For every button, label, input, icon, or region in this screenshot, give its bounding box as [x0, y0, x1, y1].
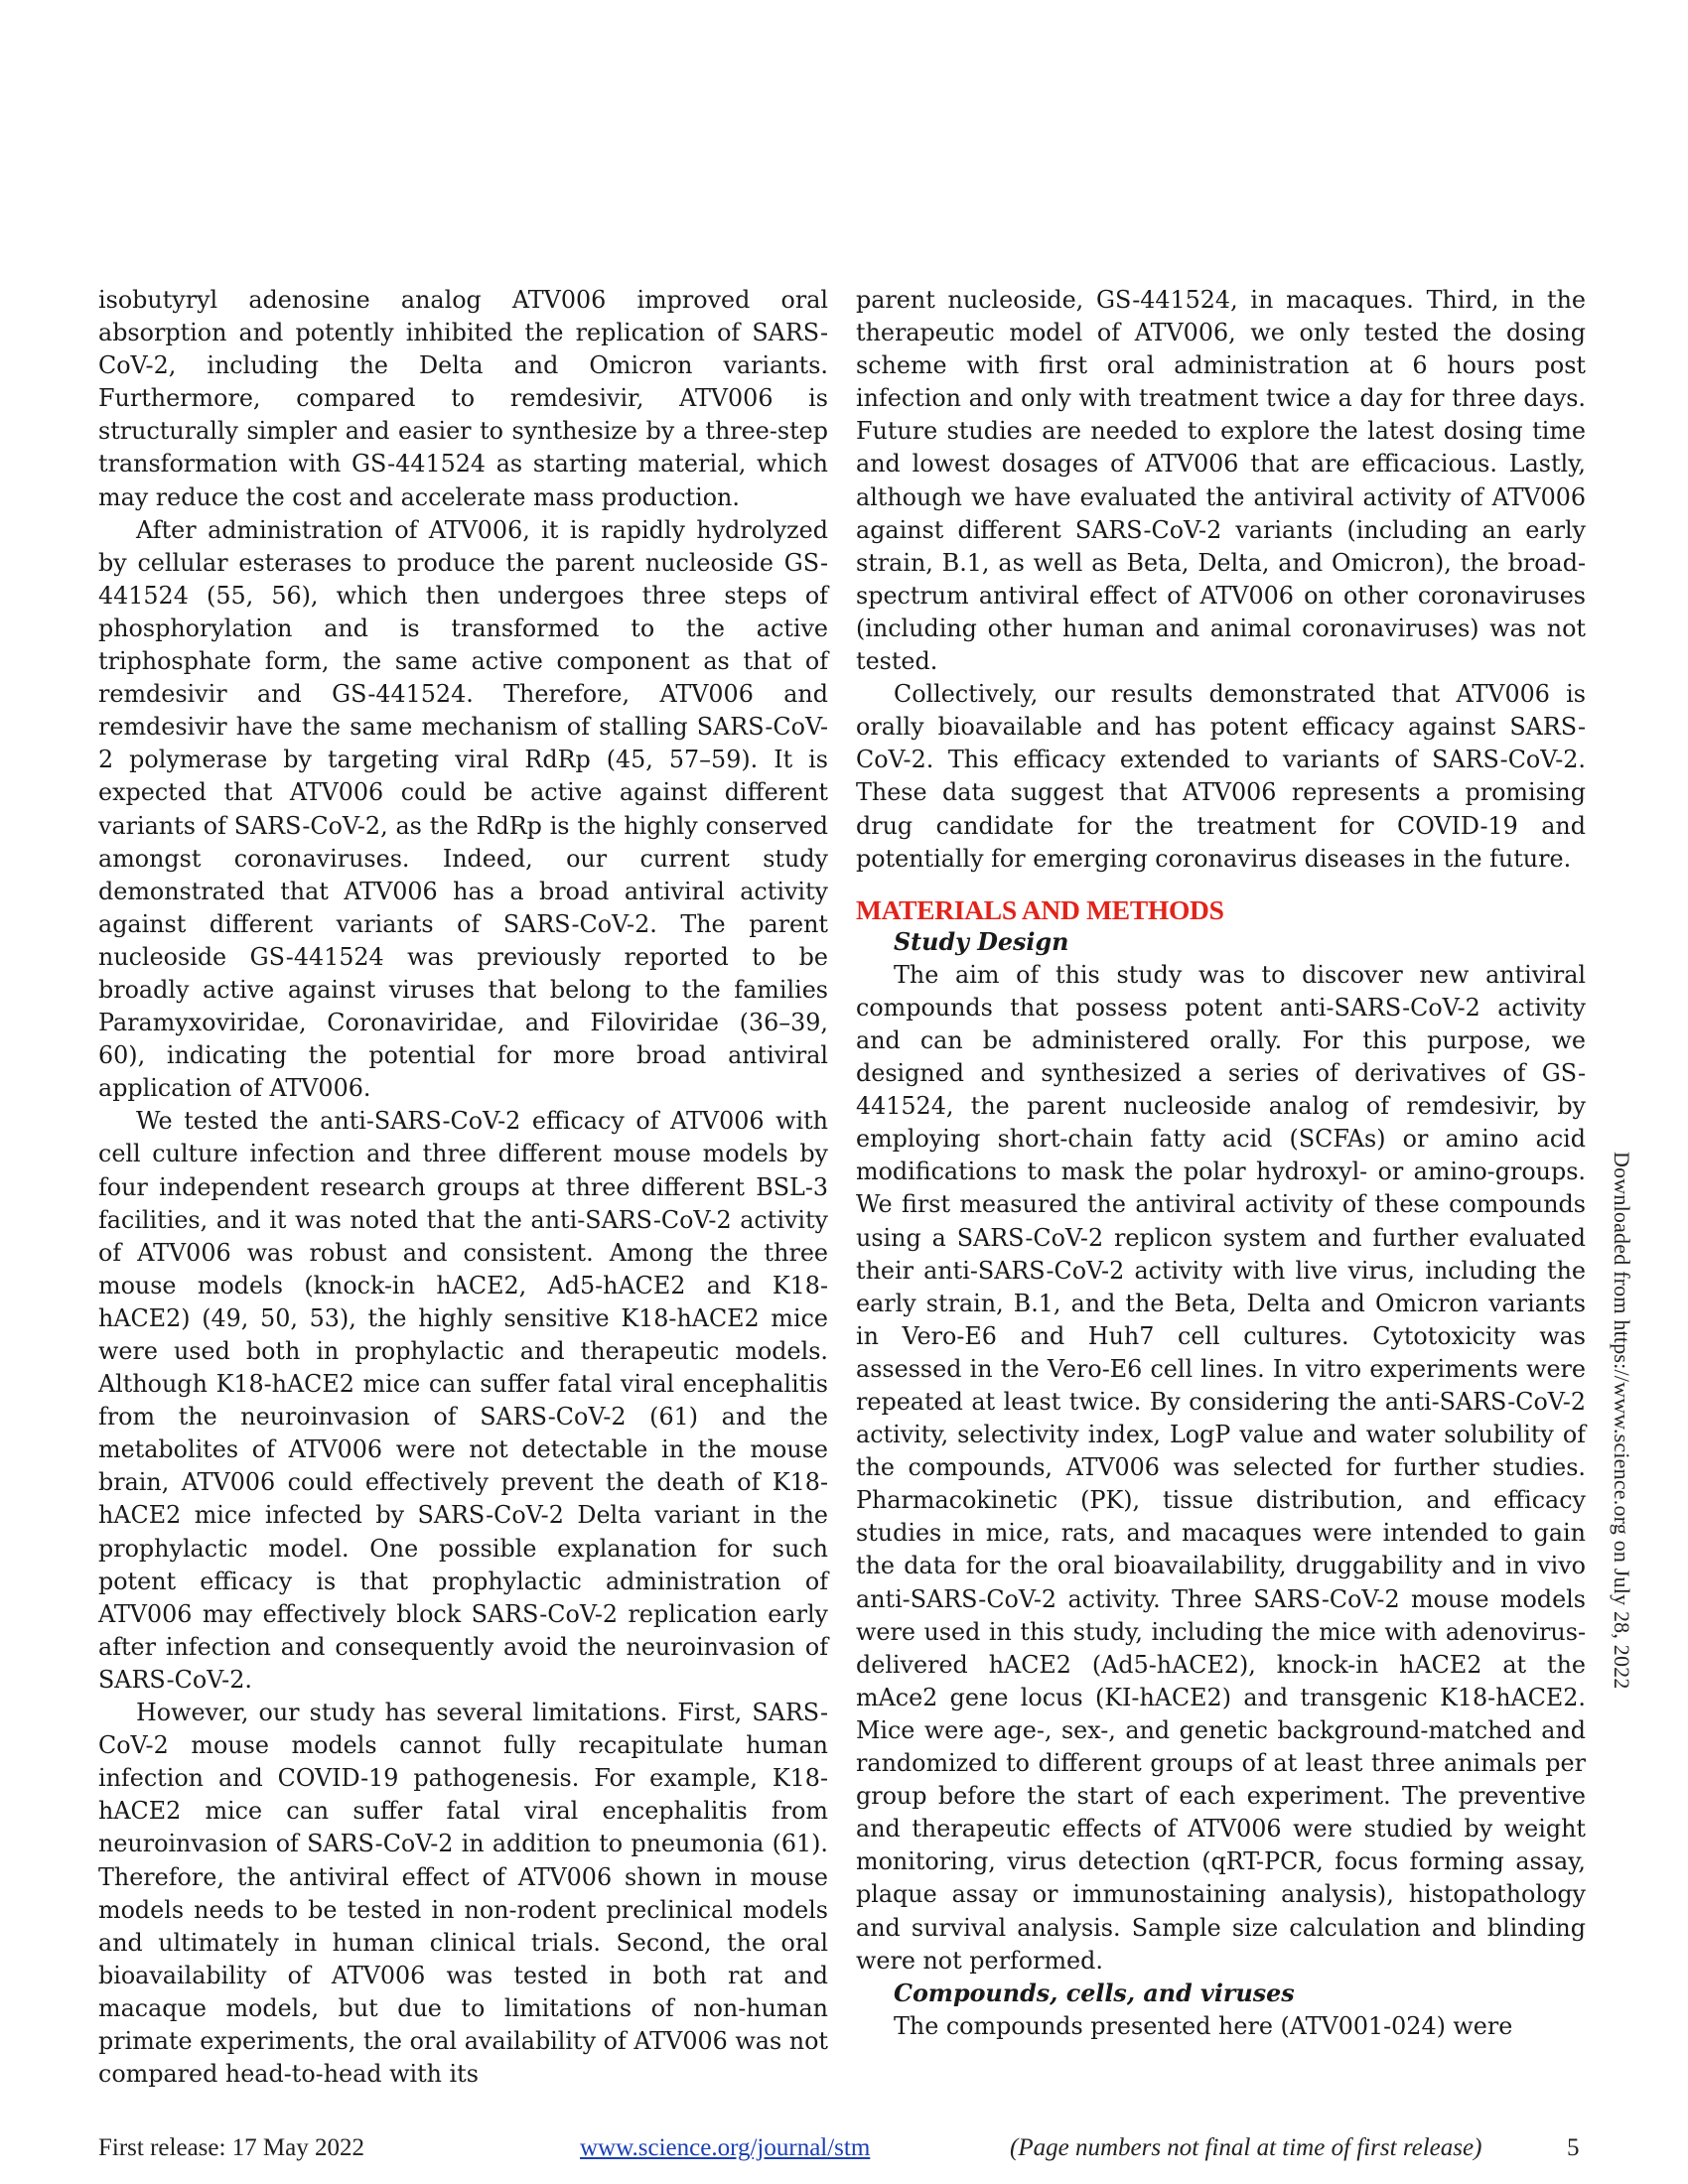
subheading: Study Design: [894, 927, 1069, 956]
subheading: Compounds, cells, and viruses: [894, 1979, 1295, 2007]
download-stamp: Downloaded from https://www.science.org on July 28, 2022: [1610, 1152, 1634, 1690]
paragraph: isobutyryl adenosine analog ATV006 improved oral absorption and potently inhibited the replication of SARS-CoV-2, including the Delta and Omicron variants. Furthermore, compared to remdesivir, ATV006 is structurally simpler and easier to synthesize by a three-step transformation with GS-441524 as starting material, which may reduce the cost and accelerate mass production.: [98, 286, 828, 511]
release-date: First release: 17 May 2022: [98, 2134, 365, 2161]
paragraph: The compounds presented here (ATV001-024) were: [894, 2011, 1513, 2040]
paragraph: parent nucleoside, GS-441524, in macaques. Third, in the therapeutic model of ATV006, we only tested the dosing scheme with first oral administration at 6 hours post infection and only with treatment twice a day for three days. Future studies are needed to explore the latest dosing time and lowest dosages of ATV006 that are efficacious. Lastly, although we have evaluated the antiviral activity of ATV006 against different SARS-CoV-2 variants (including an early strain, B.1, as well as Beta, Delta, and Omicron), the broad-spectrum antiviral effect of ATV006 on other coronaviruses (including other human and animal coronaviruses) was not tested.: [856, 286, 1586, 676]
paragraph: The aim of this study was to discover new antiviral compounds that possess potent anti-SARS-CoV-2 activity and can be administered orally. For this purpose, we designed and synthesized a series of derivatives of GS-441524, the parent nucleoside analog of remdesivir, by employing short-chain fatty acid (SCFAs) or amino acid modifications to mask the polar hydroxyl- or amino-groups. We first measured the antiviral activity of these compounds using a SARS-CoV-2 replicon system and further evaluated their anti-SARS-CoV-2 activity with live virus, including the early strain, B.1, and the Beta, Delta and Omicron variants in Vero-E6 and Huh7 cell cultures. Cytotoxicity was assessed in the Vero-E6 cell lines. In vitro experiments were repeated at least twice. By considering the anti-SARS-CoV-2 activity, selectivity index, LogP value and water solubility of the compounds, ATV006 was selected for further studies. Pharmacokinetic (PK), tissue distribution, and efficacy studies in mice, rats, and macaques were intended to gain the data for the oral bioavailability, druggability and in vivo anti-SARS-CoV-2 activity. Three SARS-CoV-2 mouse models were used in this study, including the mice with adenovirus-delivered hACE2 (Ad5-hACE2), knock-in hACE2 at the mAce2 gene locus (KI-hACE2) and transgenic K18-hACE2. Mice were age-, sex-, and genetic background-matched and randomized to different groups of at least three animals per group before the start of each experiment. The preventive and therapeutic effects of ATV006 were studied by weight monitoring, virus detection (qRT-PCR, focus forming assay, plaque assay or immunostaining analysis), histopathology and survival analysis. Sample size calculation and blinding were not performed.: [856, 960, 1586, 1975]
left-column: [98, 284, 828, 2091]
section-heading: MATERIALS AND METHODS: [856, 893, 1224, 925]
paragraph: We tested the anti-SARS-CoV-2 efficacy of ATV006 with cell culture infection and three different mouse models by four independent research groups at three different BSL-3 facilities, and it was noted that the anti-SARS-CoV-2 activity of ATV006 was robust and consistent. Among the three mouse models (knock-in hACE2, Ad5-hACE2 and K18-hACE2) (49, 50, 53), the highly sensitive K18-hACE2 mice were used both in prophylactic and therapeutic models. Although K18-hACE2 mice can suffer fatal viral encephalitis from the neuroinvasion of SARS-CoV-2 (61) and the metabolites of ATV006 were not detectable in the mouse brain, ATV006 could effectively prevent the death of K18-hACE2 mice infected by SARS-CoV-2 Delta variant in the prophylactic model. One possible explanation for such potent efficacy is that prophylactic administration of ATV006 may effectively block SARS-CoV-2 replication early after infection and consequently avoid the neuroinvasion of SARS-CoV-2.: [98, 1107, 828, 1694]
paragraph: However, our study has several limitations. First, SARS-CoV-2 mouse models cannot fully recapitulate human infection and COVID-19 pathogenesis. For example, K18-hACE2 mice can suffer fatal viral encephalitis from neuroinvasion of SARS-CoV-2 in addition to pneumonia (61). Therefore, the antiviral effect of ATV006 shown in mouse models needs to be tested in non-rodent preclinical models and ultimately in human clinical trials. Second, the oral bioavailability of ATV006 was tested in both rat and macaque models, but due to limitations of non-human primate experiments, the oral availability of ATV006 was not compared head-to-head with its: [98, 1699, 828, 2089]
page-footer: [98, 2134, 1588, 2174]
page-number: 5: [1567, 2134, 1580, 2161]
paragraph: After administration of ATV006, it is rapidly hydrolyzed by cellular esterases to produce the parent nucleoside GS-441524 (55, 56), which then undergoes three steps of phosphorylation and is transformed to the active triphosphate form, the same active component as that of remdesivir and GS-441524. Therefore, ATV006 and remdesivir have the same mechanism of stalling SARS-CoV-2 polymerase by targeting viral RdRp (45, 57–59). It is expected that ATV006 could be active against different variants of SARS-CoV-2, as the RdRp is the highly conserved amongst coronaviruses. Indeed, our current study demonstrated that ATV006 has a broad antiviral activity against different variants of SARS-CoV-2. The parent nucleoside GS-441524 was previously reported to be broadly active against viruses that belong to the families Paramyxoviridae, Coronaviridae, and Filoviridae (36–39, 60), indicating the potential for more broad antiviral application of ATV006.: [98, 515, 828, 1103]
page-number-note: (Page numbers not final at time of first release): [1010, 2134, 1482, 2161]
right-column: [856, 284, 1586, 2043]
paragraph: Collectively, our results demonstrated that ATV006 is orally bioavailable and has potent efficacy against SARS-CoV-2. This efficacy extended to variants of SARS-CoV-2. These data suggest that ATV006 represents a promising drug candidate for the treatment for COVID-19 and potentially for emerging coronavirus diseases in the future.: [856, 680, 1586, 873]
journal-link[interactable]: www.science.org/journal/stm: [580, 2134, 871, 2161]
